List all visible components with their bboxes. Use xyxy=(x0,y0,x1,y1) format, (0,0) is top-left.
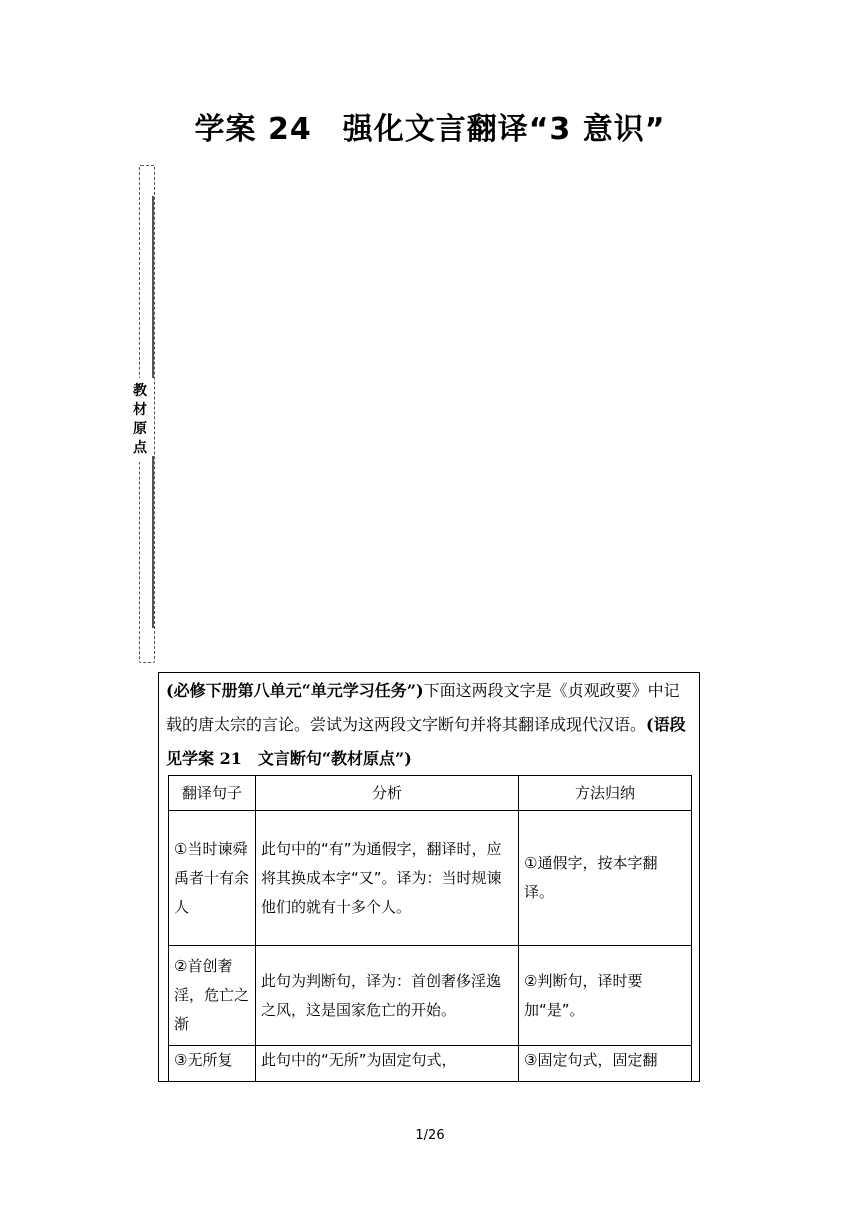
table-row xyxy=(169,1046,692,1082)
cell-method: ②判断句，译时要加“是”。 xyxy=(519,946,692,1046)
header-method: 方法归纳 xyxy=(519,776,692,811)
translation-table xyxy=(168,775,692,1082)
table-row xyxy=(169,946,692,1046)
page-number: 1/26 xyxy=(415,1128,445,1143)
side-rule-top xyxy=(152,196,154,378)
intro-source: (必修下册第八单元“单元学习任务”) xyxy=(166,681,424,700)
cell-sentence: ①当时谏舜禹者十有余人 xyxy=(169,811,256,946)
cell-sentence: ③无所复 xyxy=(169,1046,256,1082)
page-title: 学案 24 强化文言翻译“3 意识” xyxy=(194,112,666,147)
side-label: 教材原点 xyxy=(129,378,151,462)
exercise-intro xyxy=(166,674,694,776)
header-analysis: 分析 xyxy=(256,776,519,811)
cell-method: ③固定句式，固定翻 xyxy=(519,1046,692,1082)
header-sentence: 翻译句子 xyxy=(169,776,256,811)
table-header-row xyxy=(169,776,692,811)
cell-analysis: 此句为判断句，译为：首创奢侈淫逸之风，这是国家危亡的开始。 xyxy=(256,946,519,1046)
table-row xyxy=(169,811,692,946)
intro-reference: (语段见学案 21 文言断句“教材原点”) xyxy=(166,715,686,768)
side-rule-bottom xyxy=(152,456,154,628)
intro-text: 下面这两段文字是《贞观政要》中记载的唐太宗的言论。尝试为这两段文字断句并将其翻译成现代汉语。 xyxy=(166,681,680,734)
cell-analysis: 此句中的“无所”为固定句式， xyxy=(256,1046,519,1082)
cell-sentence: ②首创奢淫，危亡之渐 xyxy=(169,946,256,1046)
cell-analysis: 此句中的“有”为通假字，翻译时，应将其换成本字“又”。译为：当时规谏他们的就有十多个人。 xyxy=(256,811,519,946)
cell-method: ①通假字，按本字翻译。 xyxy=(519,811,692,946)
